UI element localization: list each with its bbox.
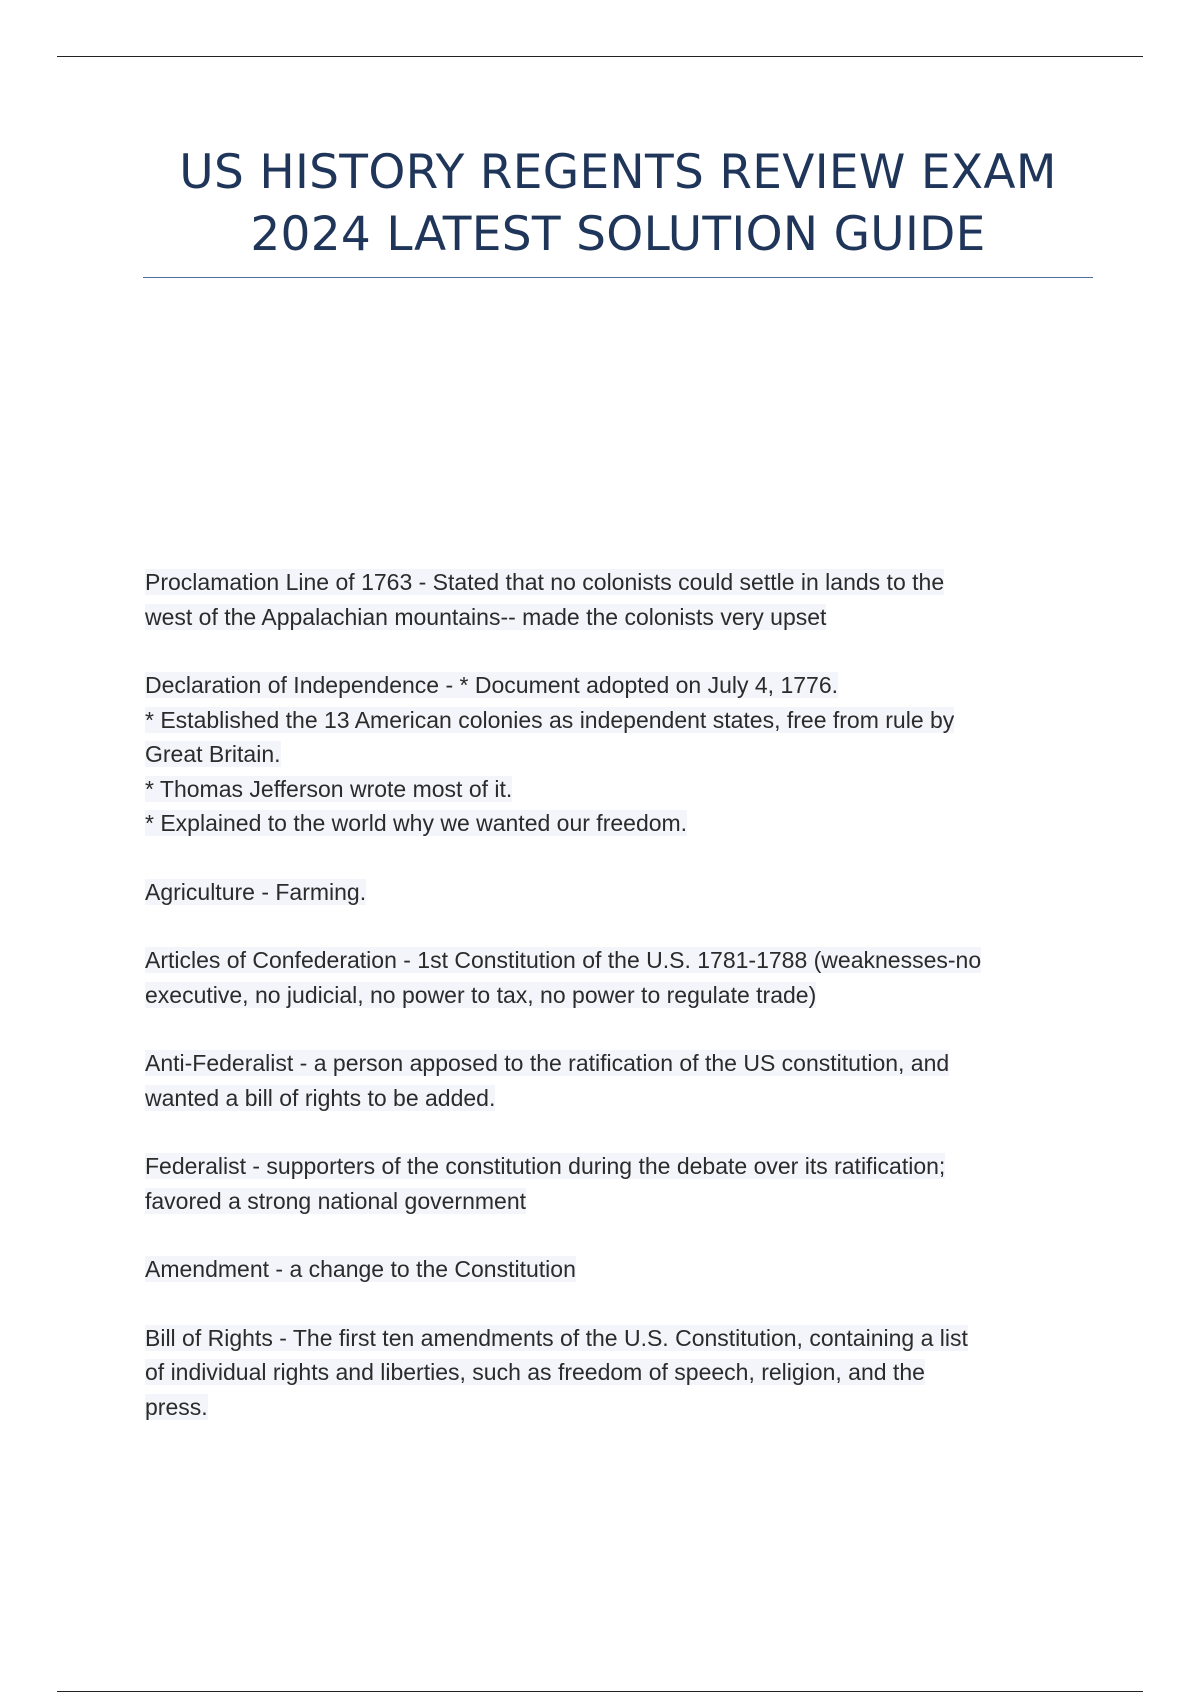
entry-articles-of-confederation xyxy=(145,943,1085,1012)
title-line-2: 2024 LATEST SOLUTION GUIDE xyxy=(250,207,986,262)
entry-text-line xyxy=(145,565,1085,600)
entry-text: wanted a bill of rights to be added. xyxy=(145,1084,496,1111)
entry-text-line xyxy=(145,978,1085,1013)
entry-text: Amendment - a change to the Constitution xyxy=(145,1256,576,1282)
entry-text: Great Britain. xyxy=(145,741,281,767)
entry-text-line xyxy=(145,668,1085,703)
entry-text: west of the Appalachian mountains-- made the colonists very upset xyxy=(145,603,827,630)
entry-text-line xyxy=(145,772,1085,807)
entry-text: Agriculture - Farming. xyxy=(145,878,367,905)
entry-text-line xyxy=(145,1355,1085,1390)
entry-bill-of-rights xyxy=(145,1321,1085,1425)
entry-text: executive, no judicial, no power to tax, no power to regulate trade) xyxy=(145,981,817,1008)
entry-text-line xyxy=(145,1252,1085,1287)
entry-text-line xyxy=(145,1149,1085,1184)
entry-text: Anti-Federalist - a person apposed to the ratification of the US constitution, and xyxy=(145,1050,950,1076)
title-line-1: US HISTORY REGENTS REVIEW EXAM xyxy=(179,145,1057,200)
entry-text: of individual rights and liberties, such as freedom of speech, religion, and the xyxy=(145,1359,925,1385)
entry-text-line xyxy=(145,1390,1085,1425)
entry-text-line xyxy=(145,1321,1085,1356)
entry-text: Proclamation Line of 1763 - Stated that no colonists could settle in lands to the xyxy=(145,569,945,595)
entry-text: * Established the 13 American colonies as independent states, free from rule by xyxy=(145,706,955,733)
entry-text-line xyxy=(145,1081,1085,1116)
entry-text: press. xyxy=(145,1393,208,1420)
document-title xyxy=(143,142,1093,266)
entry-text-line xyxy=(145,1184,1085,1219)
entry-agriculture xyxy=(145,875,1085,910)
entry-text-line xyxy=(145,737,1085,772)
title-underline xyxy=(143,277,1093,278)
entry-anti-federalist xyxy=(145,1046,1085,1115)
entry-text: * Explained to the world why we wanted our freedom. xyxy=(145,810,688,836)
entry-text: Federalist - supporters of the constitution during the debate over its ratification; xyxy=(145,1153,946,1179)
entry-text-line xyxy=(145,943,1085,978)
entry-text-line xyxy=(145,600,1085,635)
entry-declaration-of-independence xyxy=(145,668,1085,841)
glossary-content xyxy=(145,565,1085,1458)
entry-text: Articles of Confederation - 1st Constitution of the U.S. 1781-1788 (weaknesses-no xyxy=(145,947,982,973)
entry-text-line xyxy=(145,875,1085,910)
entry-proclamation-line xyxy=(145,565,1085,634)
entry-text-line xyxy=(145,1046,1085,1081)
entry-amendment xyxy=(145,1252,1085,1287)
bottom-rule xyxy=(57,1691,1143,1692)
entry-text: * Thomas Jefferson wrote most of it. xyxy=(145,775,513,802)
entry-text-line xyxy=(145,806,1085,841)
top-rule xyxy=(57,56,1143,57)
entry-text: Declaration of Independence - * Document adopted on July 4, 1776. xyxy=(145,672,839,698)
entry-text-line xyxy=(145,703,1085,738)
entry-federalist xyxy=(145,1149,1085,1218)
entry-text: favored a strong national government xyxy=(145,1187,527,1214)
entry-text: Bill of Rights - The first ten amendments of the U.S. Constitution, containing a list xyxy=(145,1324,968,1351)
